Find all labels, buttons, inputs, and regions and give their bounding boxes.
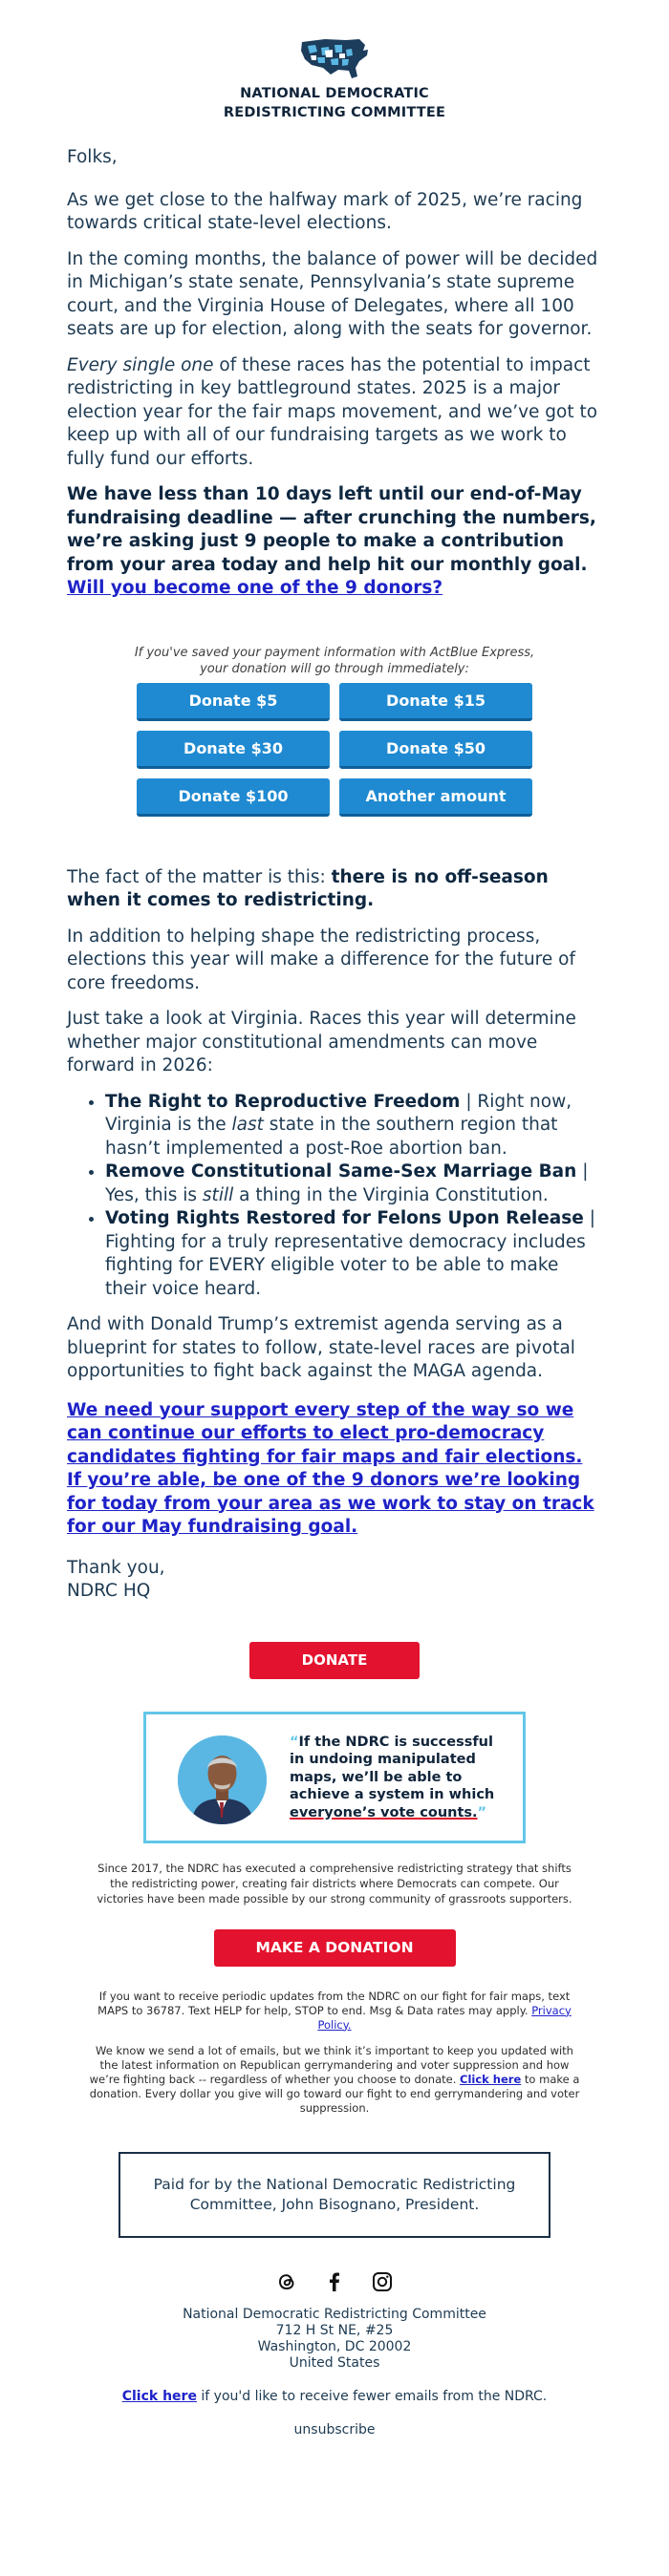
quote-card	[143, 1712, 526, 1843]
org-name-line1: NATIONAL DEMOCRATIC	[240, 86, 429, 101]
list-item-text: | Yes, this is	[105, 1161, 589, 1205]
donate-30-button[interactable]: Donate $30	[137, 731, 330, 769]
deadline-statement: We have less than 10 days left until our end-of-May fundraising deadline — after crunching the numbers, we’re asking just 9 people to make a contribution from your area today and help hit our monthly goal.	[67, 484, 596, 575]
fewer-emails-note	[0, 2389, 669, 2405]
org-name-line2: REDISTRICTING COMMITTEE	[223, 105, 446, 120]
another-amount-button[interactable]: Another amount	[339, 778, 532, 817]
fewer-emails-text: if you'd like to receive fewer emails from the NDRC.	[196, 2388, 548, 2404]
donate-click-here-link[interactable]: Click here	[460, 2072, 522, 2086]
paragraph-3-emphasis: Every single one	[67, 354, 214, 375]
open-quote-icon: “	[290, 1734, 299, 1750]
privacy-policy-link[interactable]: Privacy Policy.	[317, 2003, 572, 2032]
donate-module	[134, 645, 535, 817]
address-line: Washington, DC 20002	[257, 2338, 412, 2354]
paragraph-5	[67, 866, 602, 913]
instagram-icon[interactable]	[369, 2268, 396, 2295]
social-links	[0, 2268, 669, 2295]
address-line: 712 H St NE, #25	[275, 2322, 394, 2338]
become-donor-link[interactable]: Will you become one of the 9 donors?	[67, 578, 443, 598]
address-line: United States	[289, 2354, 380, 2371]
quote-text	[290, 1734, 509, 1822]
list-item-title: Voting Rights Restored for Felons Upon Release	[105, 1208, 584, 1228]
quote-line: achieve a system in which	[290, 1787, 495, 1802]
paragraph-4	[67, 483, 602, 601]
sms-disclaimer	[0, 1990, 669, 2033]
unsubscribe-link[interactable]: unsubscribe	[293, 2421, 376, 2438]
email-note-text-end: to make a donation. Every dollar you give will go toward our fight to end gerrymandering and voter suppression.	[89, 2072, 580, 2115]
paragraph-8: And with Donald Trump’s extremist agenda serving as a blueprint for states to follow, state-level races are pivotal opportunities to fight back against the MAGA agenda.	[67, 1314, 575, 1381]
list-item-emphasis: still	[202, 1184, 234, 1205]
close-quote-icon: ”	[477, 1804, 487, 1820]
paragraph-2: In the coming months, the balance of power will be decided in Michigan’s state senate, Pennsylvania’s state supreme court, and the Virginia House of Delegates, where all 100 seats are up for election, along with the seats for governor.	[67, 248, 598, 339]
paragraph-3	[67, 354, 602, 472]
list-item	[105, 1207, 602, 1301]
fewer-emails-link[interactable]: Click here	[121, 2388, 197, 2404]
sms-text: If you want to receive periodic updates from the NDRC on our fight for fair maps, text MAPS to 36787. Text HELP for help, STOP to end. Msg & Data rates may apply.	[97, 1989, 571, 2017]
no-offseason-statement: there is no off-season when it comes to redistricting.	[67, 866, 549, 910]
donate-50-button[interactable]: Donate $50	[339, 731, 532, 769]
cta-section	[0, 1642, 669, 1967]
paid-for-box: Paid for by the National Democratic Redistricting Committee, John Bisognano, President.	[119, 2152, 550, 2238]
signoff	[67, 1557, 602, 1604]
list-item-title: Remove Constitutional Same-Sex Marriage Ban	[105, 1161, 577, 1182]
address-line: National Democratic Redistricting Committee	[183, 2306, 486, 2322]
signoff-thanks: Thank you,	[67, 1557, 165, 1578]
donate-100-button[interactable]: Donate $100	[137, 778, 330, 817]
make-donation-button[interactable]: MAKE A DONATION	[214, 1929, 456, 1967]
paragraph-7: Just take a look at Virginia. Races this year will determine whether major constitutional amendments can move forward in 2026:	[67, 1009, 576, 1075]
us-map-logo-icon	[296, 36, 373, 80]
paragraph-9	[67, 1399, 602, 1540]
donate-grid	[134, 683, 535, 817]
list-item-text: | Fighting for a truly representative democracy includes fighting for EVERY eligible voter to be able to make their voice heard.	[105, 1208, 595, 1299]
list-item-text: | Right now, Virginia is the	[105, 1091, 572, 1135]
letter-body-continued	[0, 866, 669, 1604]
donate-button[interactable]: DONATE	[249, 1642, 420, 1679]
letter-body	[0, 146, 669, 601]
list-item-title: The Right to Reproductive Freedom	[105, 1091, 461, 1112]
email-note-text: We know we send a lot of emails, but we think it’s important to keep you updated with the latest information on Republican gerrymandering and voter suppression and how we’re fighting back -- regardless of whether you choose to donate.	[89, 2043, 573, 2086]
header	[0, 0, 669, 122]
unsubscribe-row	[0, 2422, 669, 2438]
org-name	[0, 84, 669, 122]
list-item	[105, 1160, 602, 1207]
threads-icon[interactable]	[273, 2268, 300, 2295]
list-item-text-end: state in the southern region that hasn’t implemented a post-Roe abortion ban.	[105, 1115, 558, 1159]
mailing-address	[0, 2307, 669, 2372]
paragraph-6: In addition to helping shape the redistricting process, elections this year will make a difference for the future of core freedoms.	[67, 926, 575, 993]
amendments-list	[67, 1091, 602, 1302]
donate-5-button[interactable]: Donate $5	[137, 683, 330, 721]
quote-line: in undoing manipulated	[290, 1752, 476, 1767]
person-portrait-icon	[178, 1735, 267, 1824]
quote-line: maps, we’ll be able to	[290, 1769, 463, 1785]
paragraph-1: As we get close to the halfway mark of 2025, we’re racing towards critical state-level elections.	[67, 189, 583, 233]
donate-15-button[interactable]: Donate $15	[339, 683, 532, 721]
salutation: Folks,	[67, 147, 118, 167]
quote-line-underlined: everyone’s vote counts.	[290, 1804, 478, 1820]
avatar	[178, 1735, 267, 1824]
list-item-emphasis: last	[231, 1115, 264, 1135]
about-ndrc: Since 2017, the NDRC has executed a comprehensive redistricting strategy that shifts the redistricting power, creating fair districts where Democrats can compete. Our victories have been made possible by our strong community of grassroots supporters.	[97, 1861, 572, 1905]
paragraph-3-text: of these races has the potential to impact redistricting in key battleground states. 2025 is a major election year for the fair maps movement, and we’ve got to keep up with all of our fundraising targets as we work to fully fund our efforts.	[67, 354, 598, 469]
paragraph-5-lead: The fact of the matter is this:	[67, 866, 332, 887]
support-appeal-link[interactable]: We need your support every step of the way so we can continue our efforts to elect pro-democracy candidates fighting for fair maps and fair elections. If you’re able, be one of the 9 donors we’re looking for today from your area as we work to stay on track for our May fundraising goal.	[67, 1399, 594, 1537]
list-item-text-end: a thing in the Virginia Constitution.	[233, 1184, 549, 1205]
list-item	[105, 1091, 602, 1161]
email-frequency-note	[0, 2044, 669, 2116]
facebook-icon[interactable]	[321, 2268, 348, 2295]
actblue-note: If you've saved your payment information with ActBlue Express, your donation will go through immediately:	[134, 645, 535, 676]
signoff-sender: NDRC HQ	[67, 1581, 151, 1601]
quote-line: If the NDRC is successful	[298, 1734, 493, 1750]
